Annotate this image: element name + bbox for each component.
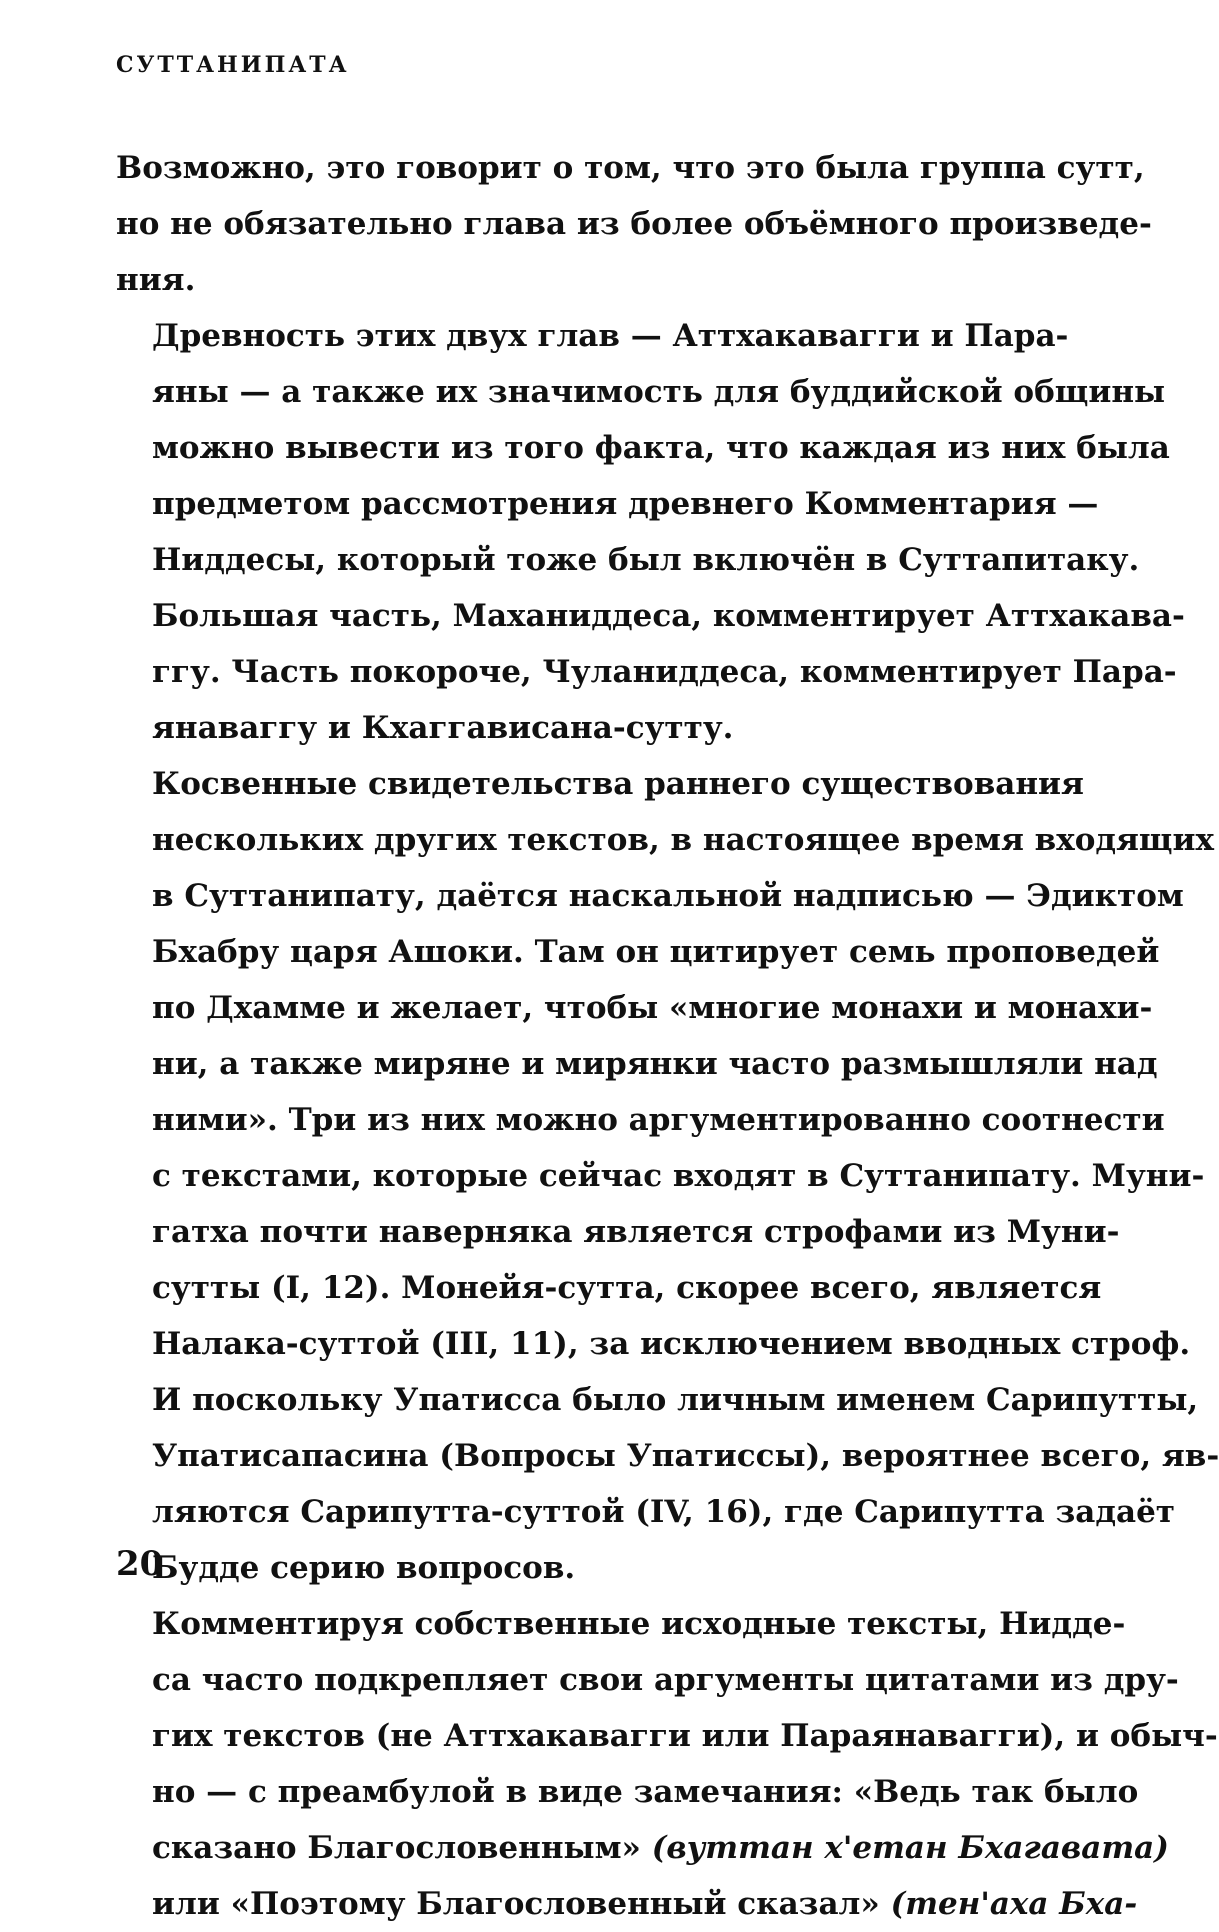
text-run: или «Поэтому Благословенный сказал» [152, 1886, 891, 1922]
text-line: Древность этих двух глав — Аттхакавагги и Пара- [152, 318, 1069, 354]
paragraph [116, 308, 1185, 756]
text-line: Налака-суттой (III, 11), за исключением вводных строф. [152, 1326, 1191, 1362]
text-line: са часто подкрепляет свои аргументы цитатами из дру- [152, 1662, 1179, 1698]
text-line: нескольких других текстов, в настоящее время входящих [152, 822, 1214, 858]
text-line: янавaггу и Кхаггависана-сутту. [152, 710, 734, 746]
paragraph [116, 1596, 1218, 1932]
text-line: гатха почти наверняка является строфами из Муни- [152, 1214, 1120, 1250]
text-line: ляются Сарипутта-суттой (IV, 16), где Сарипутта задаёт [152, 1494, 1176, 1530]
paragraph [116, 756, 1219, 1596]
pali-transliteration: (вуттан х'етан Бхагавата) [651, 1830, 1169, 1866]
text-line: Упатисапасина (Вопросы Упатиссы), вероятнее всего, яв- [152, 1438, 1219, 1474]
text-run: сказано Благословенным» [152, 1830, 652, 1866]
text-line: по Дхамме и желает, чтобы «многие монахи и монахи- [152, 990, 1153, 1026]
text-line: сутты (I, 12). Монейя-сутта, скорее всего, является [152, 1270, 1102, 1306]
pali-transliteration: (тен'аха Бха- [890, 1886, 1138, 1922]
text-line: яны — а также их значимость для буддийской общины [152, 374, 1166, 410]
text-line: ггу. Часть покороче, Чуланиддеса, комментирует Пара- [152, 654, 1177, 690]
text-line: Бхабру царя Ашоки. Там он цитирует семь проповедей [152, 934, 1160, 970]
text-line: гих текстов (не Аттхакавагги или Параянавагги), и обыч- [152, 1718, 1218, 1754]
paragraph [116, 140, 1152, 308]
text-line: можно вывести из того факта, что каждая из них была [152, 430, 1170, 466]
page-number: 20 [116, 1544, 164, 1584]
text-line: но не обязательно глава из более объёмного произведе- [116, 206, 1152, 242]
text-line: Комментируя собственные исходные тексты, Нидде- [152, 1606, 1126, 1642]
text-line: в Суттанипату, даётся наскальной надписью — Эдиктом [152, 878, 1184, 914]
text-line: предметом рассмотрения древнего Комментария — [152, 486, 1099, 522]
text-line: ни, а также миряне и мирянки часто размышляли над [152, 1046, 1158, 1082]
text-line: ния. [116, 262, 196, 298]
text-line: с текстами, которые сейчас входят в Суттанипату. Муни- [152, 1158, 1205, 1194]
text-line: Ниддесы, который тоже был включён в Суттапитаку. [152, 542, 1140, 578]
running-head: СУТТАНИПАТА [116, 52, 350, 78]
text-line: И поскольку Упатисса было личным именем Сарипутты, [152, 1382, 1199, 1418]
text-line [116, 1820, 1169, 1876]
text-line: но — с преамбулой в виде замечания: «Ведь так было [152, 1774, 1139, 1810]
text-line: Будде серию вопросов. [152, 1550, 576, 1586]
text-line [116, 1876, 1138, 1932]
text-line: Возможно, это говорит о том, что это была группа сутт, [116, 150, 1145, 186]
body-text [116, 140, 1219, 1932]
text-line: ними». Три из них можно аргументированно соотнести [152, 1102, 1165, 1138]
text-line: Косвенные свидетельства раннего существования [152, 766, 1084, 802]
text-line: Большая часть, Маханиддеса, комментирует Аттхакава- [152, 598, 1185, 634]
